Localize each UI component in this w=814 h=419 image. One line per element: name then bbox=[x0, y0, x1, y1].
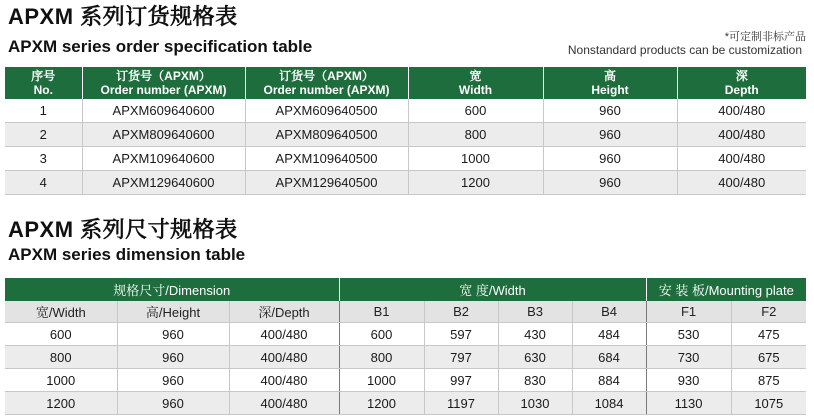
table-cell: 960 bbox=[117, 369, 229, 392]
table-cell: 800 bbox=[5, 346, 117, 369]
table-cell: 630 bbox=[498, 346, 572, 369]
table-cell: 960 bbox=[117, 392, 229, 415]
header-depth bbox=[677, 67, 806, 99]
table-row bbox=[5, 123, 806, 147]
subheader-depth: 深/Depth bbox=[229, 301, 339, 323]
table-cell: 960 bbox=[543, 147, 677, 171]
table-cell: APXM129640600 bbox=[82, 171, 245, 195]
table-cell: 2 bbox=[5, 123, 82, 147]
table-row bbox=[5, 323, 806, 346]
header-cn-label: 序号 bbox=[31, 69, 56, 83]
table-cell: 400/480 bbox=[677, 147, 806, 171]
dimension-table bbox=[5, 278, 806, 415]
table-cell: 675 bbox=[731, 346, 806, 369]
header-cn-label: 深 bbox=[735, 69, 748, 83]
header-en-label: Height bbox=[591, 83, 629, 97]
table-cell: 830 bbox=[498, 369, 572, 392]
table-cell: 597 bbox=[424, 323, 498, 346]
header-en-label: Depth bbox=[724, 83, 759, 97]
table-row bbox=[5, 346, 806, 369]
table-cell: 684 bbox=[572, 346, 646, 369]
customization-note-cn: *可定制非标产品 bbox=[724, 31, 806, 43]
table-cell: 1030 bbox=[498, 392, 572, 415]
header-en-label: Width bbox=[458, 83, 493, 97]
dimension-group-header-row bbox=[5, 278, 806, 301]
table-cell: 430 bbox=[498, 323, 572, 346]
table-cell: 1075 bbox=[731, 392, 806, 415]
header-cn-label: 宽 bbox=[469, 69, 482, 83]
table-cell: 1000 bbox=[408, 147, 543, 171]
table-cell: 1197 bbox=[424, 392, 498, 415]
table-cell: 400/480 bbox=[677, 171, 806, 195]
subheader-b4: B4 bbox=[572, 301, 646, 323]
header-cn-label: 高 bbox=[603, 69, 616, 83]
group-dimension: 规格尺寸/Dimension bbox=[5, 278, 339, 301]
table-cell: 960 bbox=[543, 99, 677, 123]
subheader-b1: B1 bbox=[339, 301, 424, 323]
table-cell: 400/480 bbox=[677, 99, 806, 123]
table-cell: 600 bbox=[339, 323, 424, 346]
subheader-height: 高/Height bbox=[117, 301, 229, 323]
table-cell: 875 bbox=[731, 369, 806, 392]
table-cell: 400/480 bbox=[229, 346, 339, 369]
table-row bbox=[5, 99, 806, 123]
table-cell: 484 bbox=[572, 323, 646, 346]
table-cell: 400/480 bbox=[229, 323, 339, 346]
table-cell: 960 bbox=[543, 123, 677, 147]
table-cell: APXM609640500 bbox=[245, 99, 408, 123]
header-en-label: Order number (APXM) bbox=[100, 83, 227, 97]
table-cell: 600 bbox=[5, 323, 117, 346]
table-cell: 600 bbox=[408, 99, 543, 123]
table-cell: 960 bbox=[117, 346, 229, 369]
table-cell: 797 bbox=[424, 346, 498, 369]
table-row bbox=[5, 369, 806, 392]
dimension-table-title-cn: APXM 系列尺寸规格表 bbox=[8, 217, 238, 242]
header-en-label: No. bbox=[33, 83, 53, 97]
table-cell: 960 bbox=[117, 323, 229, 346]
order-table-header-row bbox=[5, 67, 806, 99]
table-cell: 400/480 bbox=[229, 392, 339, 415]
table-cell: 1000 bbox=[339, 369, 424, 392]
group-mounting-plate: 安 装 板/Mounting plate bbox=[646, 278, 806, 301]
subheader-f2: F2 bbox=[731, 301, 806, 323]
header-order-number-2 bbox=[245, 67, 408, 99]
table-cell: 4 bbox=[5, 171, 82, 195]
table-cell: APXM609640600 bbox=[82, 99, 245, 123]
header-no bbox=[5, 67, 82, 99]
table-cell: 530 bbox=[646, 323, 731, 346]
table-cell: 800 bbox=[339, 346, 424, 369]
table-cell: 475 bbox=[731, 323, 806, 346]
table-cell: 1 bbox=[5, 99, 82, 123]
table-cell: 800 bbox=[408, 123, 543, 147]
table-cell: 400/480 bbox=[229, 369, 339, 392]
table-cell: 3 bbox=[5, 147, 82, 171]
table-row bbox=[5, 147, 806, 171]
group-width: 宽 度/Width bbox=[339, 278, 646, 301]
table-row bbox=[5, 171, 806, 195]
header-en-label: Order number (APXM) bbox=[263, 83, 390, 97]
header-cn-label: 订货号（APXM） bbox=[116, 69, 211, 83]
table-cell: 1084 bbox=[572, 392, 646, 415]
table-cell: APXM809640600 bbox=[82, 123, 245, 147]
table-cell: APXM809640500 bbox=[245, 123, 408, 147]
table-row bbox=[5, 392, 806, 415]
dimension-subheader-row bbox=[5, 301, 806, 323]
header-order-number-1 bbox=[82, 67, 245, 99]
table-cell: APXM109640600 bbox=[82, 147, 245, 171]
header-cn-label: 订货号（APXM） bbox=[279, 69, 374, 83]
subheader-width: 宽/Width bbox=[5, 301, 117, 323]
table-cell: 1130 bbox=[646, 392, 731, 415]
subheader-b2: B2 bbox=[424, 301, 498, 323]
subheader-f1: F1 bbox=[646, 301, 731, 323]
table-cell: 997 bbox=[424, 369, 498, 392]
table-cell: APXM109640500 bbox=[245, 147, 408, 171]
order-specification-table bbox=[5, 67, 806, 195]
table-cell: 1200 bbox=[5, 392, 117, 415]
table-cell: 1200 bbox=[339, 392, 424, 415]
table-cell: 930 bbox=[646, 369, 731, 392]
table-cell: APXM129640500 bbox=[245, 171, 408, 195]
order-table-title-cn: APXM 系列订货规格表 bbox=[8, 4, 238, 29]
table-cell: 960 bbox=[543, 171, 677, 195]
subheader-b3: B3 bbox=[498, 301, 572, 323]
table-cell: 730 bbox=[646, 346, 731, 369]
table-cell: 1200 bbox=[408, 171, 543, 195]
header-width bbox=[408, 67, 543, 99]
header-height bbox=[543, 67, 677, 99]
table-cell: 400/480 bbox=[677, 123, 806, 147]
customization-note-en: Nonstandard products can be customization bbox=[567, 43, 802, 57]
table-cell: 884 bbox=[572, 369, 646, 392]
order-table-title-en: APXM series order specification table bbox=[8, 37, 313, 56]
dimension-table-title-en: APXM series dimension table bbox=[8, 245, 246, 264]
table-cell: 1000 bbox=[5, 369, 117, 392]
